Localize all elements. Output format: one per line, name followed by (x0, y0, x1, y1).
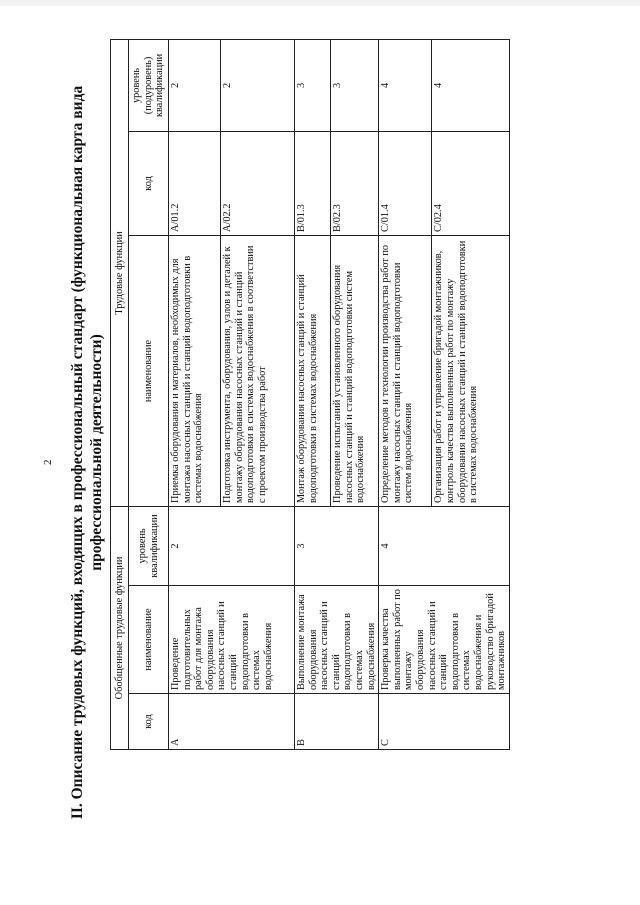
functional-map-table (110, 39, 510, 750)
header-function-level: уровень (подуровень) квалификации (129, 39, 169, 131)
header-function-code: код (129, 131, 169, 235)
table-row (295, 39, 331, 749)
function-level: 2 (221, 39, 295, 131)
header-name: наименование (129, 586, 169, 694)
function-name: Организация работ и управление бригадой монтажников, контроль качества выполненных работ по монтажу оборудования насосных станций и станций водоподготовки в системах водоснабжения (432, 235, 509, 506)
section-title: II. Описание трудовых функций, входящих в профессиональный стандарт (функциональная карта вида (69, 85, 86, 820)
function-code: B/01.3 (295, 131, 331, 235)
group-level: 4 (379, 506, 510, 585)
header-generalized-functions: Обобщенные трудовые функции (111, 506, 129, 749)
table-row (379, 39, 432, 749)
function-name: Приемка оборудования и материалов, необходимых для монтажа насосных станций и станций водоподготовки в системах водоснабжения (169, 235, 221, 506)
function-code: B/02.3 (331, 131, 379, 235)
function-name: Подготовка инструмента, оборудования, узлов и деталей к монтажу оборудования насосных станций и станций водоподготовки в системах водоснабжения в соответствии с проектом производства работ (221, 235, 295, 506)
function-code: C/01.4 (379, 131, 432, 235)
function-level: 2 (169, 39, 221, 131)
function-code: A/01.2 (169, 131, 221, 235)
group-name: Выполнение монтажа оборудования насосных станций и станций водоподготовки в системах водоснабжения (295, 586, 379, 694)
header-level: уровень квалификации (129, 506, 169, 585)
group-code: B (295, 694, 379, 750)
page-number: 2 (42, 459, 54, 465)
header-row-columns (129, 39, 169, 749)
function-name: Монтаж оборудования насосных станций и станций водоподготовки в системах водоснабжения (295, 235, 331, 506)
header-row-groups (111, 39, 129, 749)
group-code: C (379, 694, 510, 750)
function-code: A/02.2 (221, 131, 295, 235)
header-labor-functions: Трудовые функции (111, 39, 129, 506)
group-level: 3 (295, 506, 379, 585)
group-name: Проведение подготовительных работ для монтажа оборудования насосных станций и станций водоподготовки в системах водоснабжения (169, 586, 295, 694)
function-level: 3 (295, 39, 331, 131)
function-level: 3 (331, 39, 379, 131)
header-function-name: наименование (129, 235, 169, 506)
header-code: код (129, 694, 169, 750)
section-title-continued: профессиональной деятельности) (88, 334, 105, 571)
function-name: Определение методов и технологии производства работ по монтажу насосных станций и станций водоподготовки систем водоснабжения (379, 235, 432, 506)
group-level: 2 (169, 506, 295, 585)
function-code: C/02.4 (432, 131, 509, 235)
function-level: 4 (432, 39, 509, 131)
group-name: Проверка качества выполненных работ по монтажу оборудования насосных станций и станций водоподготовки в системах водоснабжения и руководство бригадой монтажников (379, 586, 510, 694)
function-level: 4 (379, 39, 432, 131)
function-name: Проведение испытаний установленного оборудования насосных станций и станций водоподготовки систем водоснабжения (331, 235, 379, 506)
table-row (169, 39, 221, 749)
group-code: A (169, 694, 295, 750)
